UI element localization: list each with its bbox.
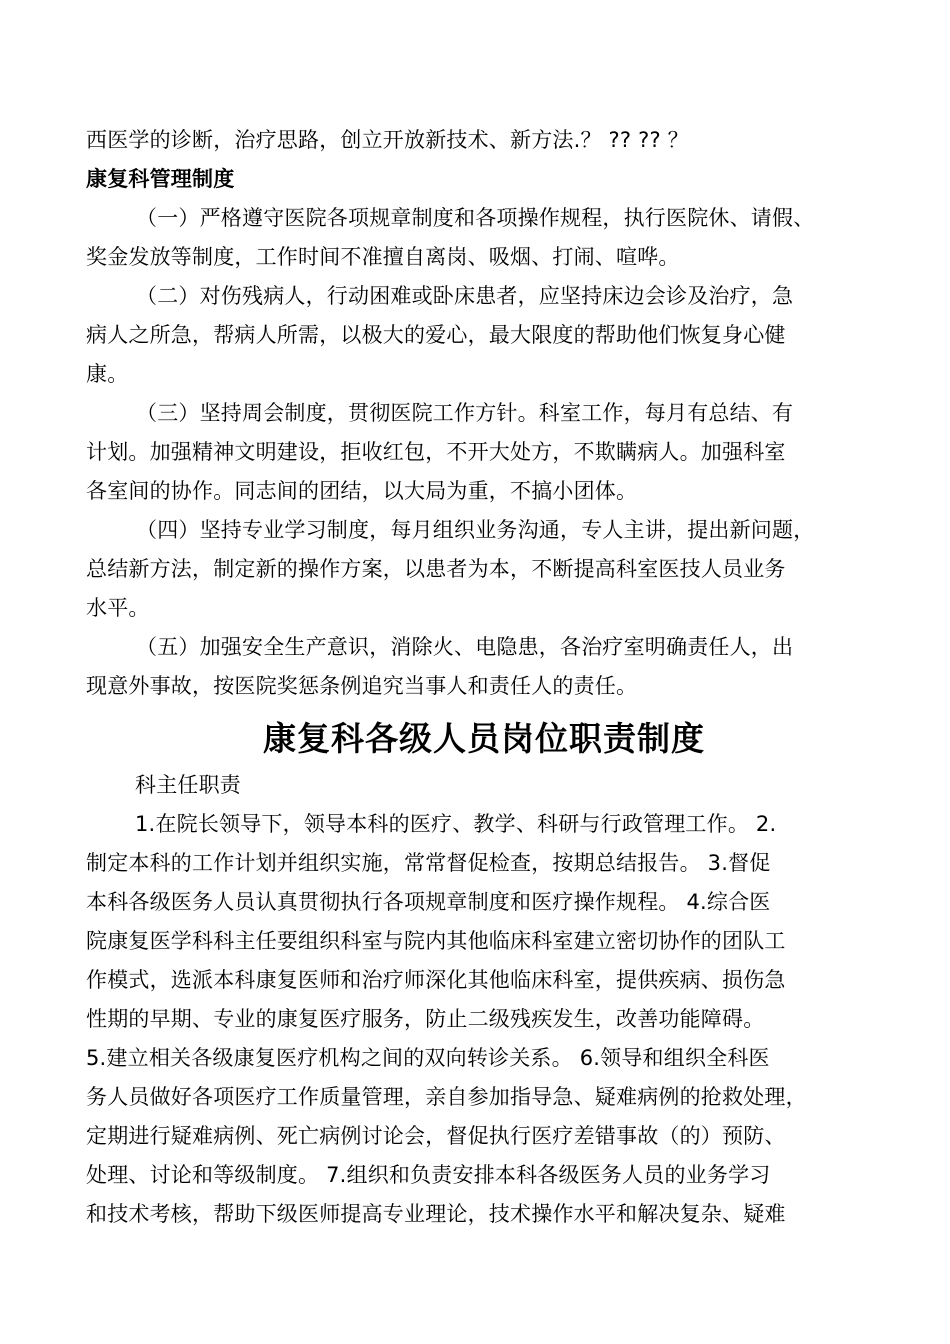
paragraph-line: 和技术考核，帮助下级医师提高专业理论，技术操作水平和解决复杂、疑难 — [86, 1202, 786, 1226]
subheading: 科主任职责 — [135, 773, 241, 797]
paragraph-line: 本科各级医务人员认真贯彻执行各项规章制度和医疗操作规程。 4.综合医 — [86, 890, 771, 914]
paragraph-line: 西医学的诊断，治疗思路，创立开放新技术、新方法.？ ?? ?? ？ — [86, 128, 689, 152]
section-heading: 康复科管理制度 — [86, 167, 235, 191]
paragraph-line: 务人员做好各项医疗工作质量管理，亲自参加指导急、疑难病例的抢救处理， — [86, 1085, 807, 1109]
paragraph-line: （五）加强安全生产意识，消除火、电隐患，各治疗室明确责任人，出 — [136, 635, 794, 659]
paragraph-line: 定期进行疑难病例、死亡病例讨论会，督促执行医疗差错事故（的）预防、 — [86, 1124, 786, 1148]
paragraph-line: （二）对伤残病人，行动困难或卧床患者，应坚持床边会诊及治疗，急 — [136, 284, 794, 308]
paragraph-line: 院康复医学科科主任要组织科室与院内其他临床科室建立密切协作的团队工 — [86, 929, 786, 953]
paragraph-line: （三）坚持周会制度，贯彻医院工作方针。科室工作，每月有总结、有 — [136, 401, 794, 425]
paragraph-line: 病人之所急，帮病人所需，以极大的爱心，最大限度的帮助他们恢复身心健 — [86, 323, 786, 347]
paragraph-line: 性期的早期、专业的康复医疗服务，防止二级残疾发生，改善功能障碍。 — [86, 1007, 765, 1031]
paragraph-line: （一）严格遵守医院各项规章制度和各项操作规程，执行医院休、请假、 — [136, 206, 815, 230]
paragraph-line: 计划。加强精神文明建设，拒收红包，不开大处方，不欺瞒病人。加强科室 — [86, 440, 786, 464]
paragraph-line: （四）坚持专业学习制度，每月组织业务沟通，专人主讲，提出新问题， — [136, 518, 815, 542]
paragraph-line: 作模式，选派本科康复医师和治疗师深化其他临床科室，提供疾病、损伤急 — [86, 968, 786, 992]
paragraph-line: 5.建立相关各级康复医疗机构之间的双向转诊关系。 6.领导和组织全科医 — [86, 1046, 770, 1070]
paragraph-line: 总结新方法，制定新的操作方案，以患者为本，不断提高科室医技人员业务 — [86, 557, 786, 581]
document-page — [86, 121, 882, 1234]
paragraph-line: 康。 — [86, 362, 129, 386]
paragraph-line: 水平。 — [86, 596, 150, 620]
paragraph-line: 制定本科的工作计划并组织实施，常常督促检查，按期总结报告。 3.督促 — [86, 851, 771, 875]
paragraph-line: 1.在院长领导下，领导本科的医疗、教学、科研与行政管理工作。 2. — [135, 812, 777, 836]
paragraph-line: 处理、讨论和等级制度。 7.组织和负责安排本科各级医务人员的业务学习 — [86, 1163, 771, 1187]
document-title: 康复科各级人员岗位职责制度 — [263, 719, 705, 758]
paragraph-line: 奖金发放等制度，工作时间不准擅自离岗、吸烟、打闹、喧哗。 — [86, 245, 680, 269]
paragraph-line: 现意外事故，按医院奖惩条例追究当事人和责任人的责任。 — [86, 674, 638, 698]
paragraph-line: 各室间的协作。同志间的团结，以大局为重，不搞小团体。 — [86, 479, 638, 503]
